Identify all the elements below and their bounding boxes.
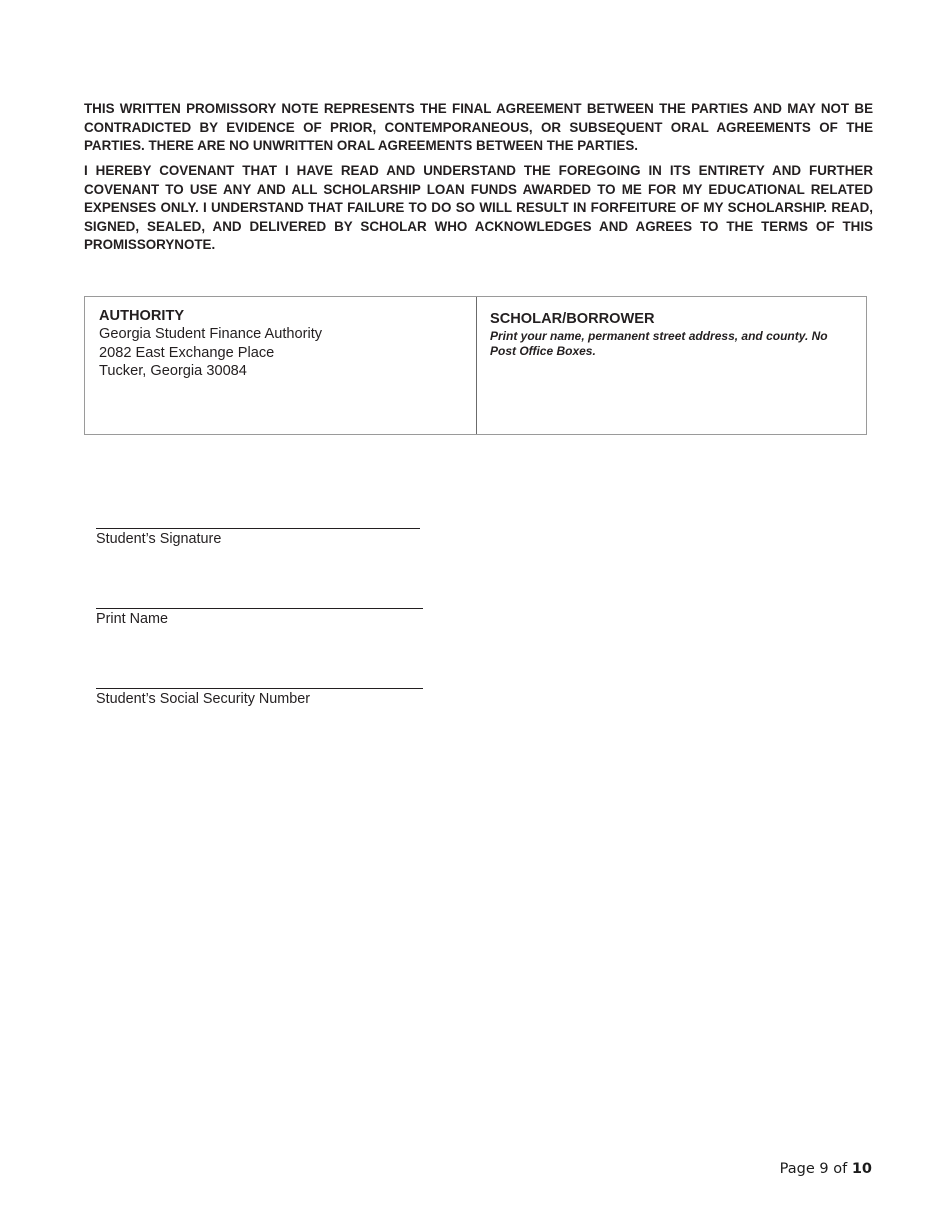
authority-cell	[99, 307, 459, 381]
scholar-borrower-heading: SCHOLAR/BORROWER	[490, 311, 655, 327]
print-name-block	[96, 608, 426, 628]
page-number-prefix: Page 9 of	[779, 1161, 848, 1177]
page-number	[780, 1161, 872, 1177]
ssn-line[interactable]	[96, 688, 423, 689]
table-divider	[476, 297, 477, 434]
page-number-total: 10	[851, 1161, 872, 1177]
signature-line[interactable]	[96, 528, 420, 529]
ssn-label: Student’s Social Security Number	[96, 691, 311, 707]
signature-block	[96, 528, 426, 548]
scholar-borrower-instruction: Print your name, permanent street address, and county. No Post Office Boxes.	[490, 329, 828, 358]
authority-heading: AUTHORITY	[99, 308, 185, 324]
authority-city: Tucker, Georgia 30084	[99, 363, 247, 379]
parties-table	[84, 296, 867, 435]
print-name-line[interactable]	[96, 608, 423, 609]
covenant-paragraph: I HEREBY COVENANT THAT I HAVE READ AND UNDERSTAND THE FOREGOING IN ITS ENTIRETY AND FURTHER COVENANT TO USE ANY AND ALL SCHOLARSHIP LOAN FUNDS AWARDED TO ME FOR MY EDUCATIONAL RELATED EXPENSES ONLY. I UNDERSTAND THAT FAILURE TO DO SO WILL RESULT IN FORFEITURE OF MY SCHOLARSHIP. READ, SIGNED, SEALED, AND DELIVERED BY SCHOLAR WHO ACKNOWLEDGES AND AGREES TO THE TERMS OF THIS PROMISSORYNOTE.	[84, 163, 873, 252]
scholar-borrower-cell[interactable]	[490, 310, 840, 359]
print-name-label: Print Name	[96, 611, 168, 627]
signature-label: Student’s Signature	[96, 531, 222, 547]
final-agreement-paragraph: THIS WRITTEN PROMISSORY NOTE REPRESENTS THE FINAL AGREEMENT BETWEEN THE PARTIES AND MAY NOT BE CONTRADICTED BY EVIDENCE OF PRIOR, CONTEMPORANEOUS, OR SUBSEQUENT ORAL AGREEMENTS OF THE PARTIES. THERE ARE NO UNWRITTEN ORAL AGREEMENTS BETWEEN THE PARTIES.	[84, 101, 873, 153]
authority-name: Georgia Student Finance Authority	[99, 326, 323, 342]
authority-street: 2082 East Exchange Place	[99, 344, 275, 361]
ssn-block	[96, 688, 426, 708]
